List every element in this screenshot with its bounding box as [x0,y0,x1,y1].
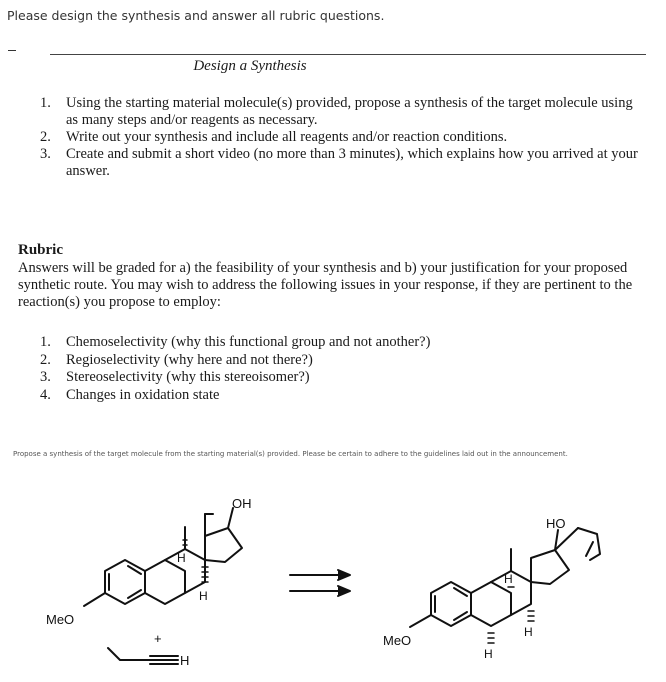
item-number: 3. [40,369,51,385]
item-text: Changes in oxidation state [66,386,220,403]
item-number: 3. [40,146,51,162]
product-hydrogen-label: H [504,572,513,586]
start-hydrogen-label: H [177,551,186,565]
item-number: 2. [40,351,51,368]
product-aromatic-ring [431,582,471,626]
assignment-note: Propose a synthesis of the target molecule from the starting material(s) provided. Please be certain to adhere to the guidelines laid out in the announcement. [13,450,568,458]
synthesis-scheme [0,470,666,682]
item-text: Create and submit a short video (no more than 3 minutes), which explains how you arrived at your answer. [66,146,638,179]
terminal-alkyne [108,648,178,664]
item-text: Using the starting material molecule(s) provided, propose a synthesis of the target molecule using as many steps and/or reagents as necessary. [66,95,633,128]
start-aromatic-ring [105,560,145,604]
issue-item [40,369,430,387]
issue-item [40,387,430,405]
start-methoxy-label: MeO [46,612,75,627]
item-text: Stereoselectivity (why this stereoisomer?) [66,369,310,385]
product-methoxy-label: MeO [383,633,412,648]
alkyne-hydrogen-label: H [180,653,190,668]
rubric-text: Answers will be graded for a) the feasibility of your synthesis and b) your justification for your proposed synthetic route. You may wish to address the following issues in your response, if they are pertinent to the reaction(s) you propose to employ: [18,260,633,310]
reaction-arrow [290,570,350,596]
issue-item [40,352,430,370]
start-d-ring [205,508,242,562]
prompt-text: Please design the synthesis and answer all rubric questions. [7,8,385,23]
product-meo-bond [410,615,431,627]
item-number: 4. [40,386,51,403]
rubric-title: Rubric [18,242,63,258]
start-b-ring [145,560,185,604]
instruction-item [40,146,640,180]
product-hydroxyl-label: HO [546,516,566,531]
start-hydrogen-label: H [199,589,208,603]
product-hydrogen-label: H [484,647,493,661]
horizontal-rule [50,54,646,55]
item-number: 2. [40,129,51,145]
product-d-ring [531,528,600,584]
item-text: Write out your synthesis and include all reagents and/or reaction conditions. [66,129,508,145]
instruction-item [40,95,640,129]
plus-sign: + [154,631,162,646]
instruction-item [40,129,640,146]
start-meo-bond [84,593,105,606]
instruction-list [40,95,640,180]
product-b-ring [471,582,511,626]
item-text: Chemoselectivity (why this functional group and not another?) [66,334,431,350]
page-heading: Design a Synthesis [193,58,307,74]
item-number: 1. [40,95,51,111]
start-hydroxyl-label: OH [232,496,252,511]
issue-item [40,334,430,352]
dash-mark [8,50,16,51]
rubric-issue-list [40,334,430,404]
item-text: Regioselectivity (why here and not there?) [66,351,313,368]
item-number: 1. [40,334,51,350]
product-hydrogen-label: H [524,625,533,639]
